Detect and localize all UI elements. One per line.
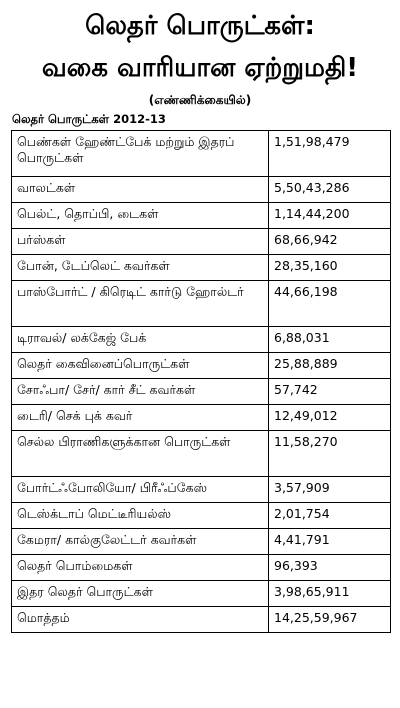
export-quantity-cell: 1,14,44,200 [269, 203, 391, 229]
export-quantity-cell: 25,88,889 [269, 353, 391, 379]
export-quantity-cell: 6,88,031 [269, 327, 391, 353]
product-category-cell: டெஸ்க்டாப் மெட்டீரியல்ஸ் [12, 503, 269, 529]
product-category-cell: சோஃபா/ சேர்/ கார் சீட் கவர்கள் [12, 379, 269, 405]
export-quantity-cell: 28,35,160 [269, 255, 391, 281]
table-row [12, 353, 391, 379]
export-quantity-cell: 44,66,198 [269, 281, 391, 327]
unit-label: (எண்ணிக்கையில்) [148, 93, 252, 107]
export-table [11, 130, 391, 633]
table-row [12, 379, 391, 405]
product-category-cell: டிராவல்/ லக்கேஜ் பேக் [12, 327, 269, 353]
export-quantity-cell: 3,57,909 [269, 477, 391, 503]
product-category-cell: டைரி/ செக் புக் கவர் [12, 405, 269, 431]
table-row [12, 607, 391, 633]
product-category-cell: பர்ஸ்கள் [12, 229, 269, 255]
export-quantity-cell: 1,51,98,479 [269, 131, 391, 177]
table-subheading: லெதர் பொருட்கள் 2012-13 [12, 112, 166, 126]
product-category-cell: இதர லெதர் பொருட்கள் [12, 581, 269, 607]
table-row [12, 255, 391, 281]
table-row [12, 177, 391, 203]
table-row [12, 281, 391, 327]
export-quantity-cell: 68,66,942 [269, 229, 391, 255]
export-table-body [12, 131, 391, 633]
table-row [12, 431, 391, 477]
product-category-cell: லெதர் பொம்மைகள் [12, 555, 269, 581]
table-row [12, 555, 391, 581]
product-category-cell: கேமரா/ கால்குலேட்டர் கவர்கள் [12, 529, 269, 555]
page-title-line2: வகை வாரியான ஏற்றுமதி! [41, 53, 359, 83]
export-quantity-cell: 12,49,012 [269, 405, 391, 431]
table-row [12, 405, 391, 431]
product-category-cell: செல்ல பிராணிகளுக்கான பொருட்கள் [12, 431, 269, 477]
export-quantity-cell: 14,25,59,967 [269, 607, 391, 633]
product-category-cell: பாஸ்போர்ட் / கிரெடிட் கார்டு ஹோல்டர் [12, 281, 269, 327]
product-category-cell: வாலட்கள் [12, 177, 269, 203]
table-row [12, 229, 391, 255]
table-row [12, 581, 391, 607]
export-quantity-cell: 5,50,43,286 [269, 177, 391, 203]
page-title-line1: லெதர் பொருட்கள்: [85, 11, 315, 41]
export-quantity-cell: 2,01,754 [269, 503, 391, 529]
table-row [12, 477, 391, 503]
product-category-cell: பெண்கள் ஹேண்ட்பேக் மற்றும் இதரப் பொருட்கள் [12, 131, 269, 177]
product-category-cell: போன், டேப்லெட் கவர்கள் [12, 255, 269, 281]
export-quantity-cell: 4,41,791 [269, 529, 391, 555]
export-quantity-cell: 57,742 [269, 379, 391, 405]
table-row [12, 327, 391, 353]
table-row [12, 203, 391, 229]
product-category-cell: லெதர் கைவினைப்பொருட்கள் [12, 353, 269, 379]
product-category-cell: போர்ட்ஃபோலியோ/ பிரீஃப்கேஸ் [12, 477, 269, 503]
export-quantity-cell: 11,58,270 [269, 431, 391, 477]
table-row [12, 529, 391, 555]
product-category-cell: பெல்ட், தொப்பி, டைகள் [12, 203, 269, 229]
export-quantity-cell: 96,393 [269, 555, 391, 581]
table-row [12, 131, 391, 177]
export-quantity-cell: 3,98,65,911 [269, 581, 391, 607]
table-row [12, 503, 391, 529]
product-category-cell: மொத்தம் [12, 607, 269, 633]
